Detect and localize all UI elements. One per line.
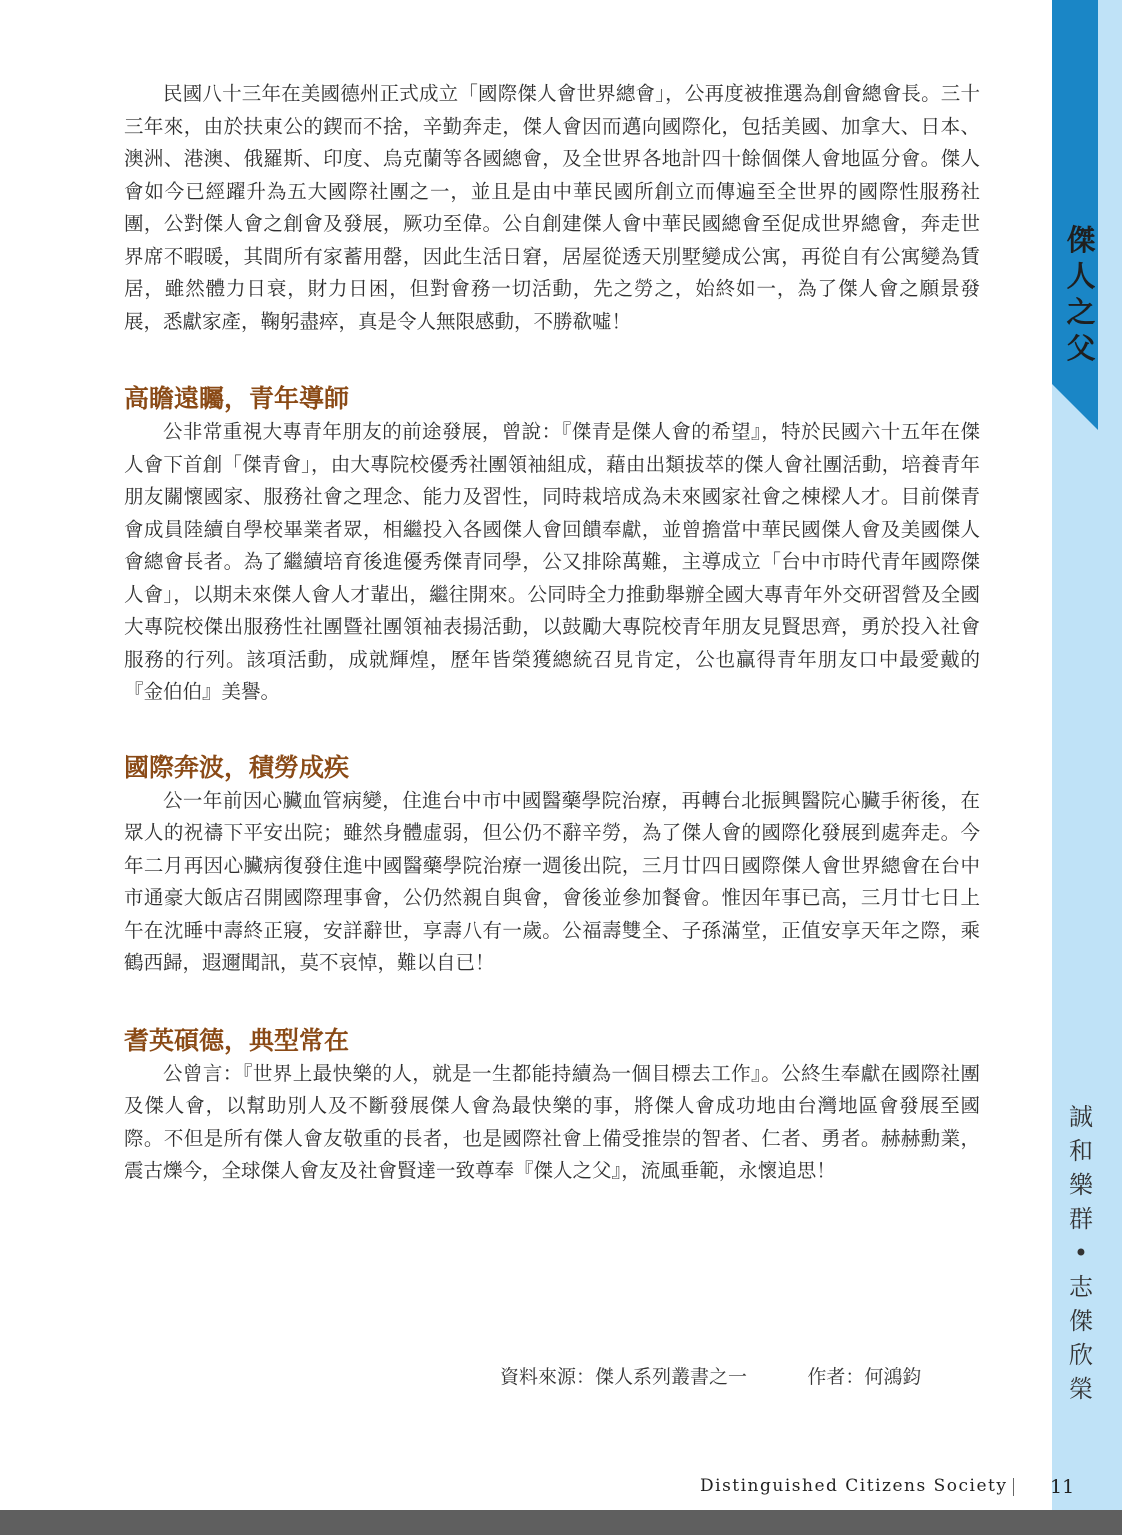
section-heading-illness: 國際奔波，積勞成疾 — [124, 752, 350, 782]
author-text: 作者：何鴻鈞 — [807, 1366, 922, 1388]
paragraph-legacy: 公曾言：『世界上最快樂的人，就是一生都能持續為一個目標去工作』。公終生奉獻在國際社團及傑人會，以幫助別人及不斷發展傑人會為最快樂的事，將傑人會成功地由台灣地區會發展至國際。不但是所有傑人會友敬重的長者，也是國際社會上備受推崇的智者、仁者、勇者。赫赫勳業，震古爍今，全球傑人會友及社會賢達一致尊奉『傑人之父』，流風垂範，永懷追思！ — [124, 1061, 980, 1182]
section-heading-mentor: 高瞻遠矚，青年導師 — [124, 384, 350, 413]
source-credit — [500, 1362, 1000, 1389]
footer-org-name: Distinguished Citizens Society — [700, 1476, 1008, 1496]
source-text: 資料來源：傑人系列叢書之一 — [500, 1366, 748, 1388]
section-tab-title: 傑人之父 — [1066, 223, 1096, 365]
paragraph-illness: 公一年前因心臟血管病變，住進台中市中國醫藥學院治療，再轉台北振興醫院心臟手術後，在眾人的祝禱下平安出院；雖然身體虛弱，但公仍不辭辛勞，為了傑人會的國際化發展到處奔走。今年二月再因心臟病復發住進中國醫藥學院治療一週後出院，三月廿四日國際傑人會世界總會在台中市通豪大飯店召開國際理事會，公仍然親自與會，會後並參加餐會。惟因年事已高，三月廿七日上午在沈睡中壽終正寢，安詳辭世，享壽八有一歲。公福壽雙全、子孫滿堂，正值安享天年之際，乘鶴西歸，遐邇聞訊，莫不哀悼，難以自已！ — [124, 788, 980, 974]
sidebar-motto — [1058, 1100, 1104, 1406]
motto-part-1: 誠和樂群 — [1069, 1103, 1093, 1233]
section-heading-legacy: 耆英碩德，典型常在 — [124, 1025, 350, 1055]
bottom-band — [0, 1510, 1122, 1535]
paragraph-mentor: 公非常重視大專青年朋友的前途發展，曾說：『傑青是傑人會的希望』，特於民國六十五年在傑人會下首創「傑青會」，由大專院校優秀社團領袖組成，藉由出類拔萃的傑人會社團活動，培養青年朋友關懷國家、服務社會之理念、能力及習性，同時栽培成為未來國家社會之棟樑人才。目前傑青會成員陸續自學校畢業者眾，相繼投入各國傑人會回饋奉獻，並曾擔當中華民國傑人會及美國傑人會總會長者。為了繼續培育後進優秀傑青同學，公又排除萬難，主導成立「台中市時代青年國際傑人會」，以期未來傑人會人才輩出，繼往開來。公同時全力推動舉辦全國大專青年外交研習營及全國大專院校傑出服務性社團暨社團領袖表揚活動，以鼓勵大專院校青年朋友見賢思齊，勇於投入社會服務的行列。該項活動，成就輝煌，歷年皆榮獲總統召見肯定，公也贏得青年朋友口中最愛戴的『金伯伯』美譽。 — [124, 420, 980, 703]
footer-divider — [1013, 1478, 1014, 1496]
motto-part-2: 志傑欣榮 — [1069, 1273, 1093, 1403]
article-body — [124, 78, 980, 1188]
motto-separator: • — [1073, 1239, 1089, 1267]
paragraph-intro: 民國八十三年在美國德州正式成立「國際傑人會世界總會」，公再度被推選為創會總會長。三十三年來，由於扶東公的鍥而不捨，辛勤奔走，傑人會因而邁向國際化，包括美國、加拿大、日本、澳洲、港澳、俄羅斯、印度、烏克蘭等各國總會，及全世界各地計四十餘個傑人會地區分會。傑人會如今已經躍升為五大國際社團之一，並且是由中華民國所創立而傳遍至全世界的國際性服務社團，公對傑人會之創會及發展，厥功至偉。公自創建傑人會中華民國總會至促成世界總會，奔走世界席不暇暖，其間所有家蓄用罄，因此生活日窘，居屋從透天別墅變成公寓，再從自有公寓變為賃居，雖然體力日衰，財力日困，但對會務一切活動，先之勞之，始終如一，為了傑人會之願景發展，悉獻家產，鞠躬盡瘁，真是令人無限感動，不勝欷噓！ — [124, 82, 980, 333]
page-number: 11 — [1050, 1476, 1075, 1498]
